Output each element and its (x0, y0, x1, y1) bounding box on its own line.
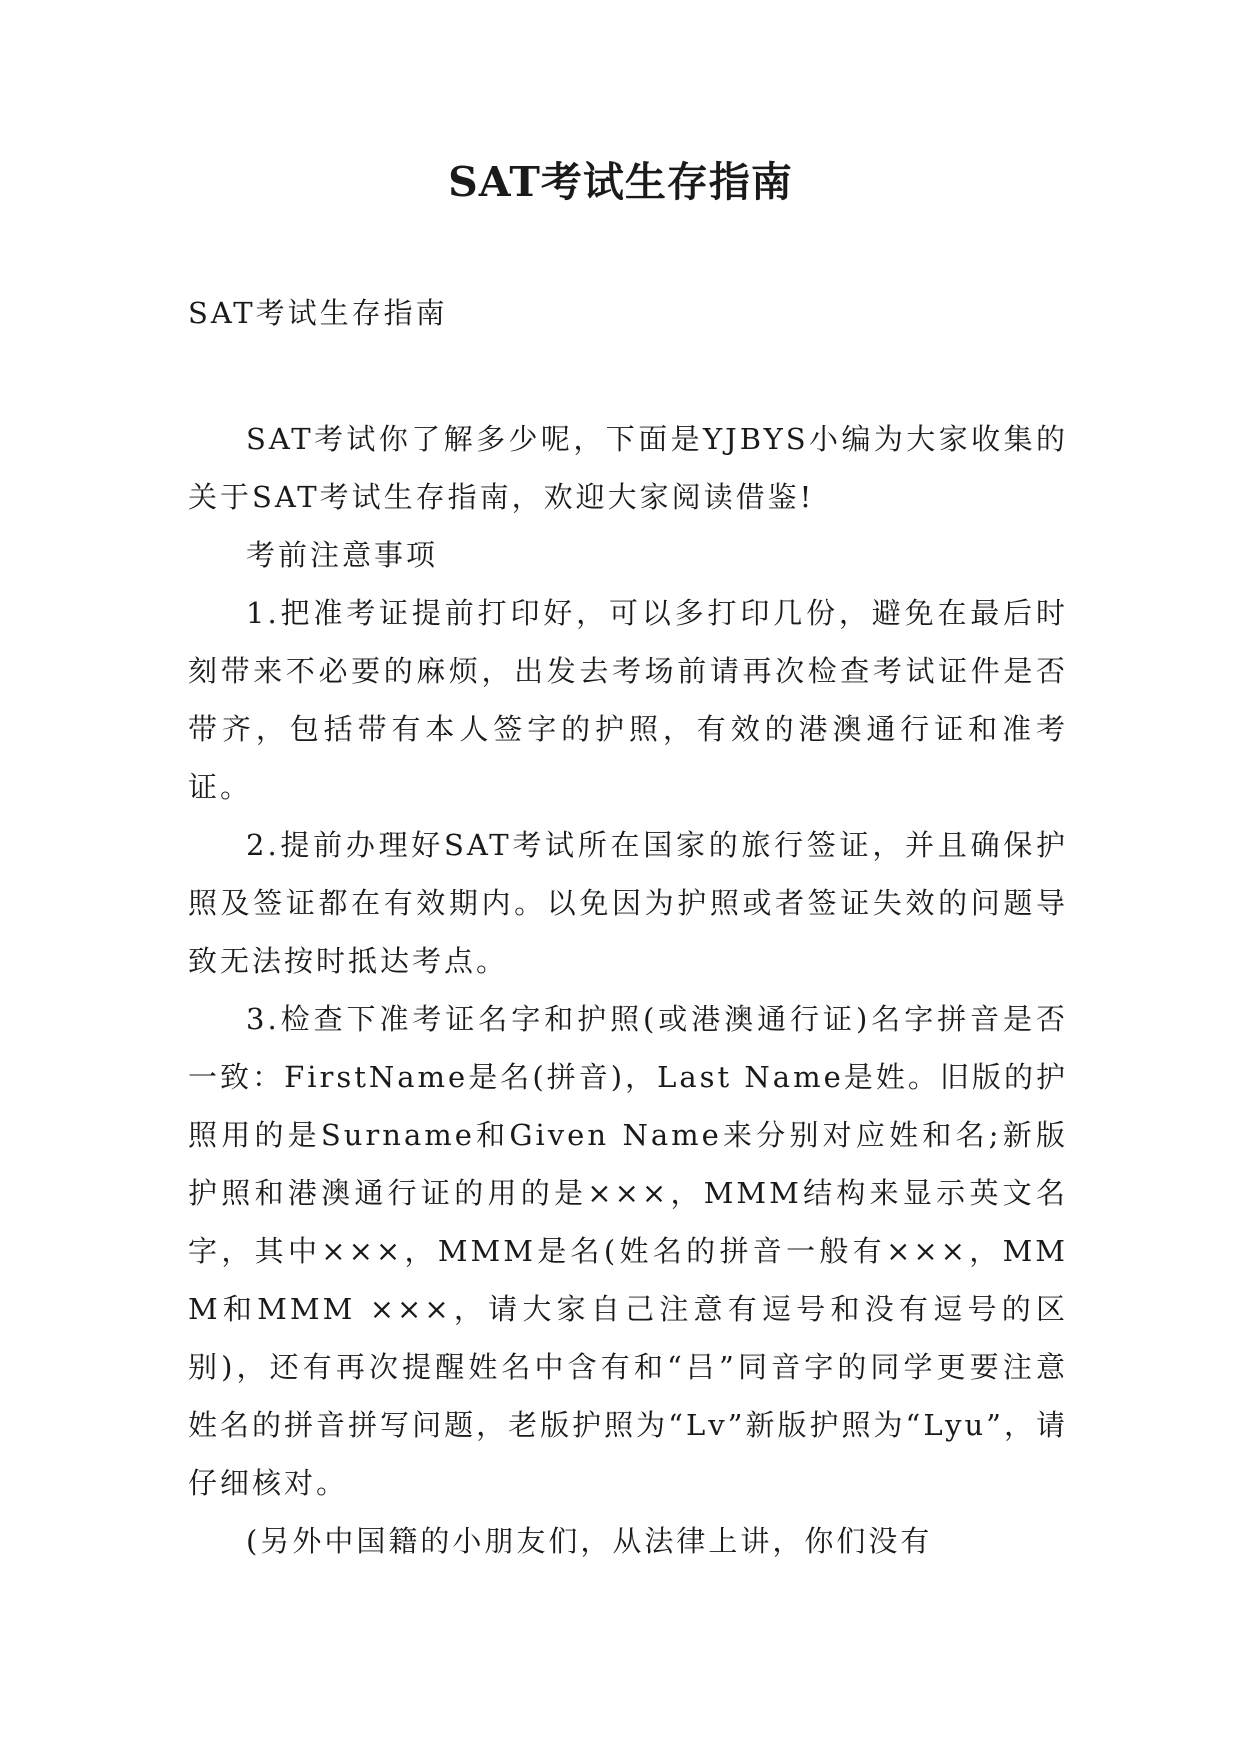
paragraph-truncated: (另外中国籍的小朋友们，从法律上讲，你们没有 (246, 1524, 933, 1558)
section-heading-precautions: 考前注意事项 (246, 538, 439, 572)
document-title: SAT考试生存指南 (448, 158, 793, 206)
document-body (188, 410, 1068, 1570)
intro-paragraph: SAT考试你了解多少呢，下面是YJBYS小编为大家收集的关于SAT考试生存指南，欢迎大家阅读借鉴! (188, 422, 1068, 514)
paragraph-item-2: 2.提前办理好SAT考试所在国家的旅行签证，并且确保护照及签证都在有效期内。以免因为护照或者签证失效的问题导致无法按时抵达考点。 (188, 828, 1068, 978)
document-subtitle: SAT考试生存指南 (188, 296, 448, 330)
paragraph-item-3: 3.检查下准考证名字和护照(或港澳通行证)名字拼音是否一致：FirstName是名(拼音)，Last Name是姓。旧版的护照用的是Surname和Given Name来分别对应姓和名;新版护照和港澳通行证的用的是×××，MMM结构来显示英文名字，其中×××，MMM是名(姓名的拼音一般有×××，MMM和MMM ×××，请大家自己注意有逗号和没有逗号的区别)，还有再次提醒姓名中含有和“吕”同音字的同学更要注意姓名的拼音拼写问题，老版护照为“Lv”新版护照为“Lyu”，请仔细核对。 (188, 1002, 1068, 1500)
paragraph-item-1: 1.把准考证提前打印好，可以多打印几份，避免在最后时刻带来不必要的麻烦，出发去考场前请再次检查考试证件是否带齐，包括带有本人签字的护照，有效的港澳通行证和准考证。 (188, 596, 1068, 804)
